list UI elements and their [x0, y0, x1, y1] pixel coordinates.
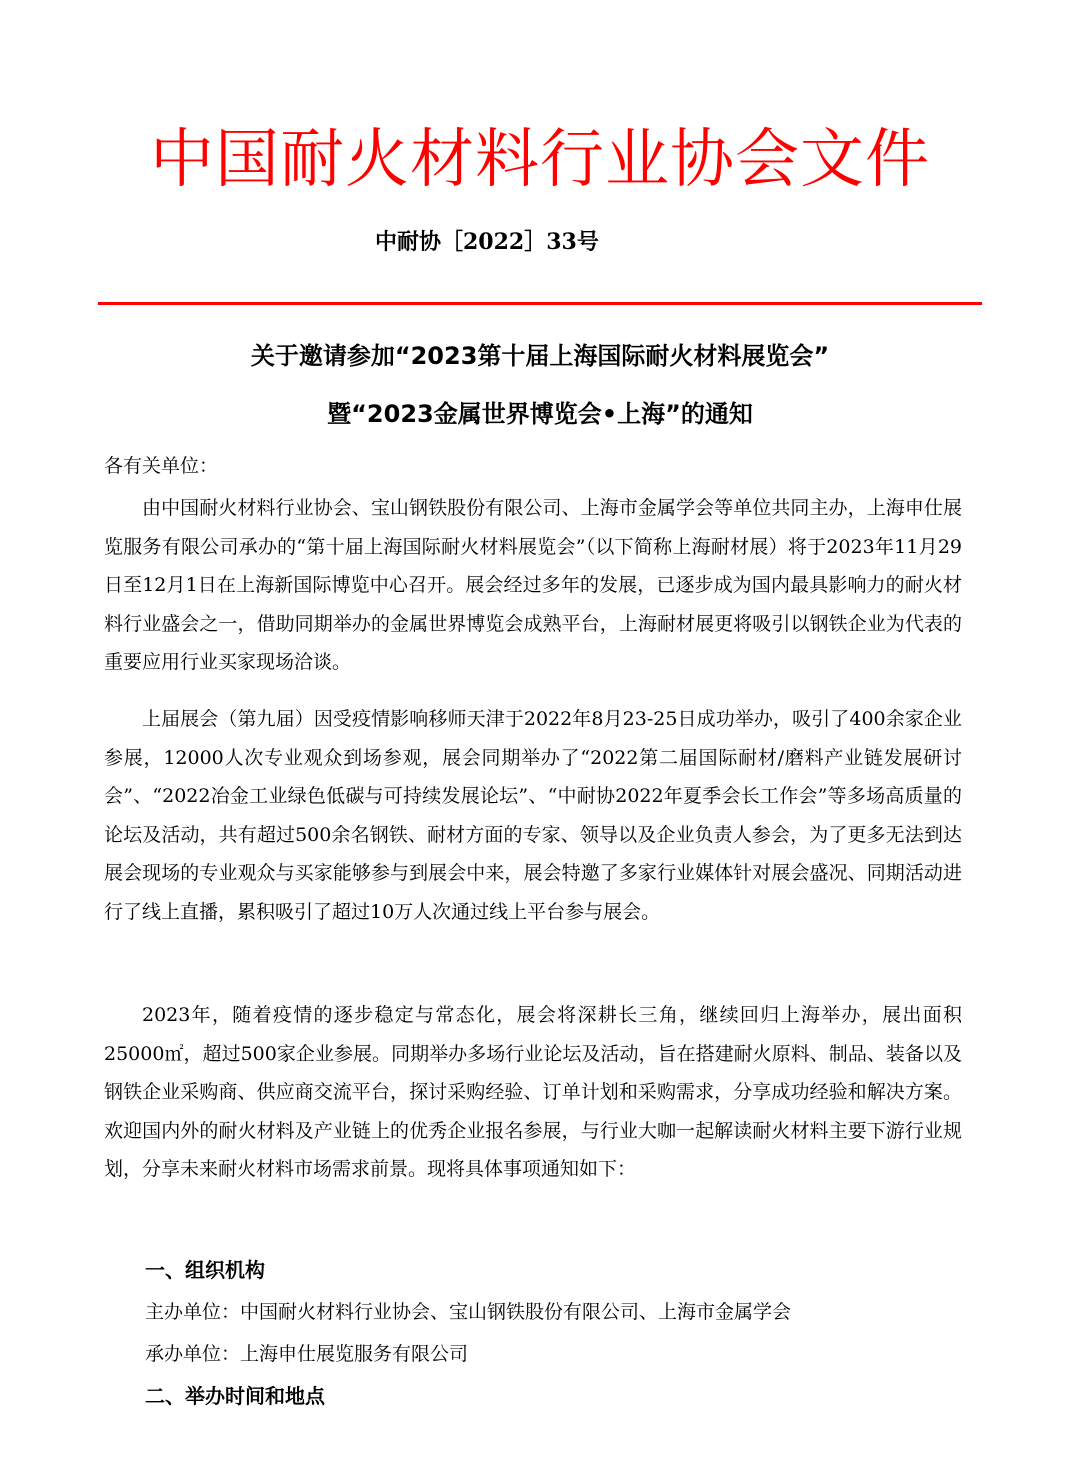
document-number: 中耐协［2022］33号: [375, 229, 599, 255]
host-units: 主办单位：中国耐火材料行业协会、宝山钢铁股份有限公司、上海市金属学会: [145, 1301, 792, 1323]
body-paragraph-2: 上届展会（第九届）因受疫情影响移师天津于2022年8月23-25日成功举办，吸引了400余家企业参展，12000人次专业观众到场参观，展会同期举办了“2022第二届国际耐材/磨料产业链发展研讨会”、“2022冶金工业绿色低碳与可持续发展论坛”、“中耐协2022年夏季会长工作会”等多场高质量的论坛及活动，共有超过500余名钢铁、耐材方面的专家、领导以及企业负责人参会，为了更多无法到达展会现场的专业观众与买家能够参与到展会中来，展会特邀了多家行业媒体针对展会盛况、同期活动进行了线上直播，累积吸引了超过10万人次通过线上平台参与展会。: [104, 708, 962, 923]
section-heading-time-place: 二、举办时间和地点: [145, 1384, 325, 1408]
section-heading-organization: 一、组织机构: [145, 1258, 265, 1282]
letterhead-divider: [98, 302, 982, 305]
salutation: 各有关单位：: [104, 455, 219, 477]
notice-title-line-1: 关于邀请参加“2023第十届上海国际耐火材料展览会”: [250, 342, 830, 370]
notice-title-line-2: 暨“2023金属世界博览会•上海”的通知: [327, 400, 753, 428]
organizer-unit: 承办单位：上海申仕展览服务有限公司: [145, 1343, 469, 1365]
body-paragraph-1: 由中国耐火材料行业协会、宝山钢铁股份有限公司、上海市金属学会等单位共同主办，上海申仕展览服务有限公司承办的“第十届上海国际耐火材料展览会”（以下简称上海耐材展）将于2023年11月29日至12月1日在上海新国际博览中心召开。展会经过多年的发展，已逐步成为国内最具影响力的耐火材料行业盛会之一，借助同期举办的金属世界博览会成熟平台，上海耐材展更将吸引以钢铁企业为代表的重要应用行业买家现场洽谈。: [104, 497, 962, 673]
letterhead-title: 中国耐火材料行业协会文件: [150, 123, 930, 197]
body-paragraph-3: 2023年，随着疫情的逐步稳定与常态化，展会将深耕长三角，继续回归上海举办，展出面积25000㎡，超过500家企业参展。同期举办多场行业论坛及活动，旨在搭建耐火原料、制品、装备以及钢铁企业采购商、供应商交流平台，探讨采购经验、订单计划和采购需求，分享成功经验和解决方案。欢迎国内外的耐火材料及产业链上的优秀企业报名参展，与行业大咖一起解读耐火材料主要下游行业规划，分享未来耐火材料市场需求前景。现将具体事项通知如下：: [104, 1004, 962, 1180]
